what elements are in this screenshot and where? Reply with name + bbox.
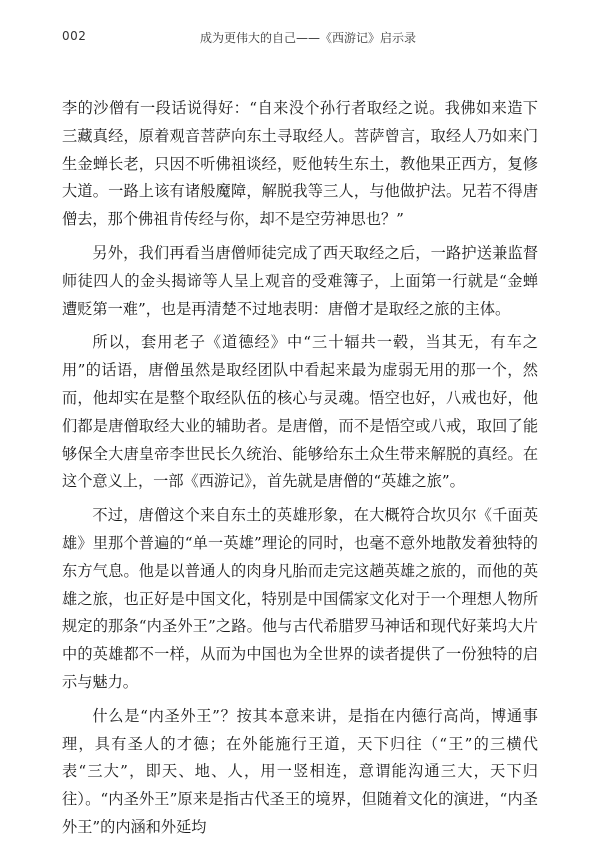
running-title: 成为更伟大的自己——《西游记》启示录 [200, 31, 417, 45]
page-number: 002 [62, 29, 87, 43]
paragraph-2: 另外，我们再看当唐僧师徒完成了西天取经之后，一路护送兼监督师徒四人的金头揭谛等人呈上观音的受难簿子，上面第一行就是“金蝉遭贬第一难”，也是再清楚不过地表明：唐僧才是取经之旅的主体。 [62, 243, 538, 318]
body-text [62, 95, 538, 842]
paragraph-1: 李的沙僧有一段话说得好：“自来没个孙行者取经之说。我佛如来造下三藏真经，原着观音菩萨向东土寻取经人。菩萨曾言，取经人乃如来门生金蝉长老，只因不听佛祖谈经，贬他转生东土，教他果正西方，复修大道。一路上该有诸般魔障，解脱我等三人，与他做护法。兄若不得唐僧去，那个佛祖肯传经与你，却不是空劳神思也？” [62, 99, 538, 229]
paragraph-3: 所以，套用老子《道德经》中“三十辐共一毂，当其无，有车之用”的话语，唐僧虽然是取经团队中看起来最为虚弱无用的那一个，然而，他却实在是整个取经队伍的核心与灵魂。悟空也好，八戒也好，他们都是唐僧取经大业的辅助者。是唐僧，而不是悟空或八戒，取回了能够保全大唐皇帝李世民长久统治、能够给东土众生带来解脱的真经。在这个意义上，一部《西游记》，首先就是唐僧的“英雄之旅”。 [62, 333, 538, 491]
page-header [62, 26, 553, 46]
paragraph-4: 不过，唐僧这个来自东土的英雄形象，在大概符合坎贝尔《千面英雄》里那个普遍的“单一英雄”理论的同时，也毫不意外地散发着独特的东方气息。他是以普通人的肉身凡胎而走完这趟英雄之旅的，而他的英雄之旅，也正好是中国文化，特别是中国儒家文化对于一个理想人物所规定的那条“内圣外王”之路。他与古代希腊罗马神话和现代好莱坞大片中的英雄都不一样，从而为中国也为全世界的读者提供了一份独特的启示与魅力。 [62, 506, 538, 691]
paragraph-5: 什么是“内圣外王”？按其本意来讲，是指在内德行高尚，博通事理，具有圣人的才德；在外能施行王道，天下归往（“王”的三横代表“三大”，即天、地、人，用一竖相连，意谓能沟通三大，天下归往）。“内圣外王”原来是指古代圣王的境界，但随着文化的演进，“内圣外王”的内涵和外延均 [62, 706, 538, 836]
